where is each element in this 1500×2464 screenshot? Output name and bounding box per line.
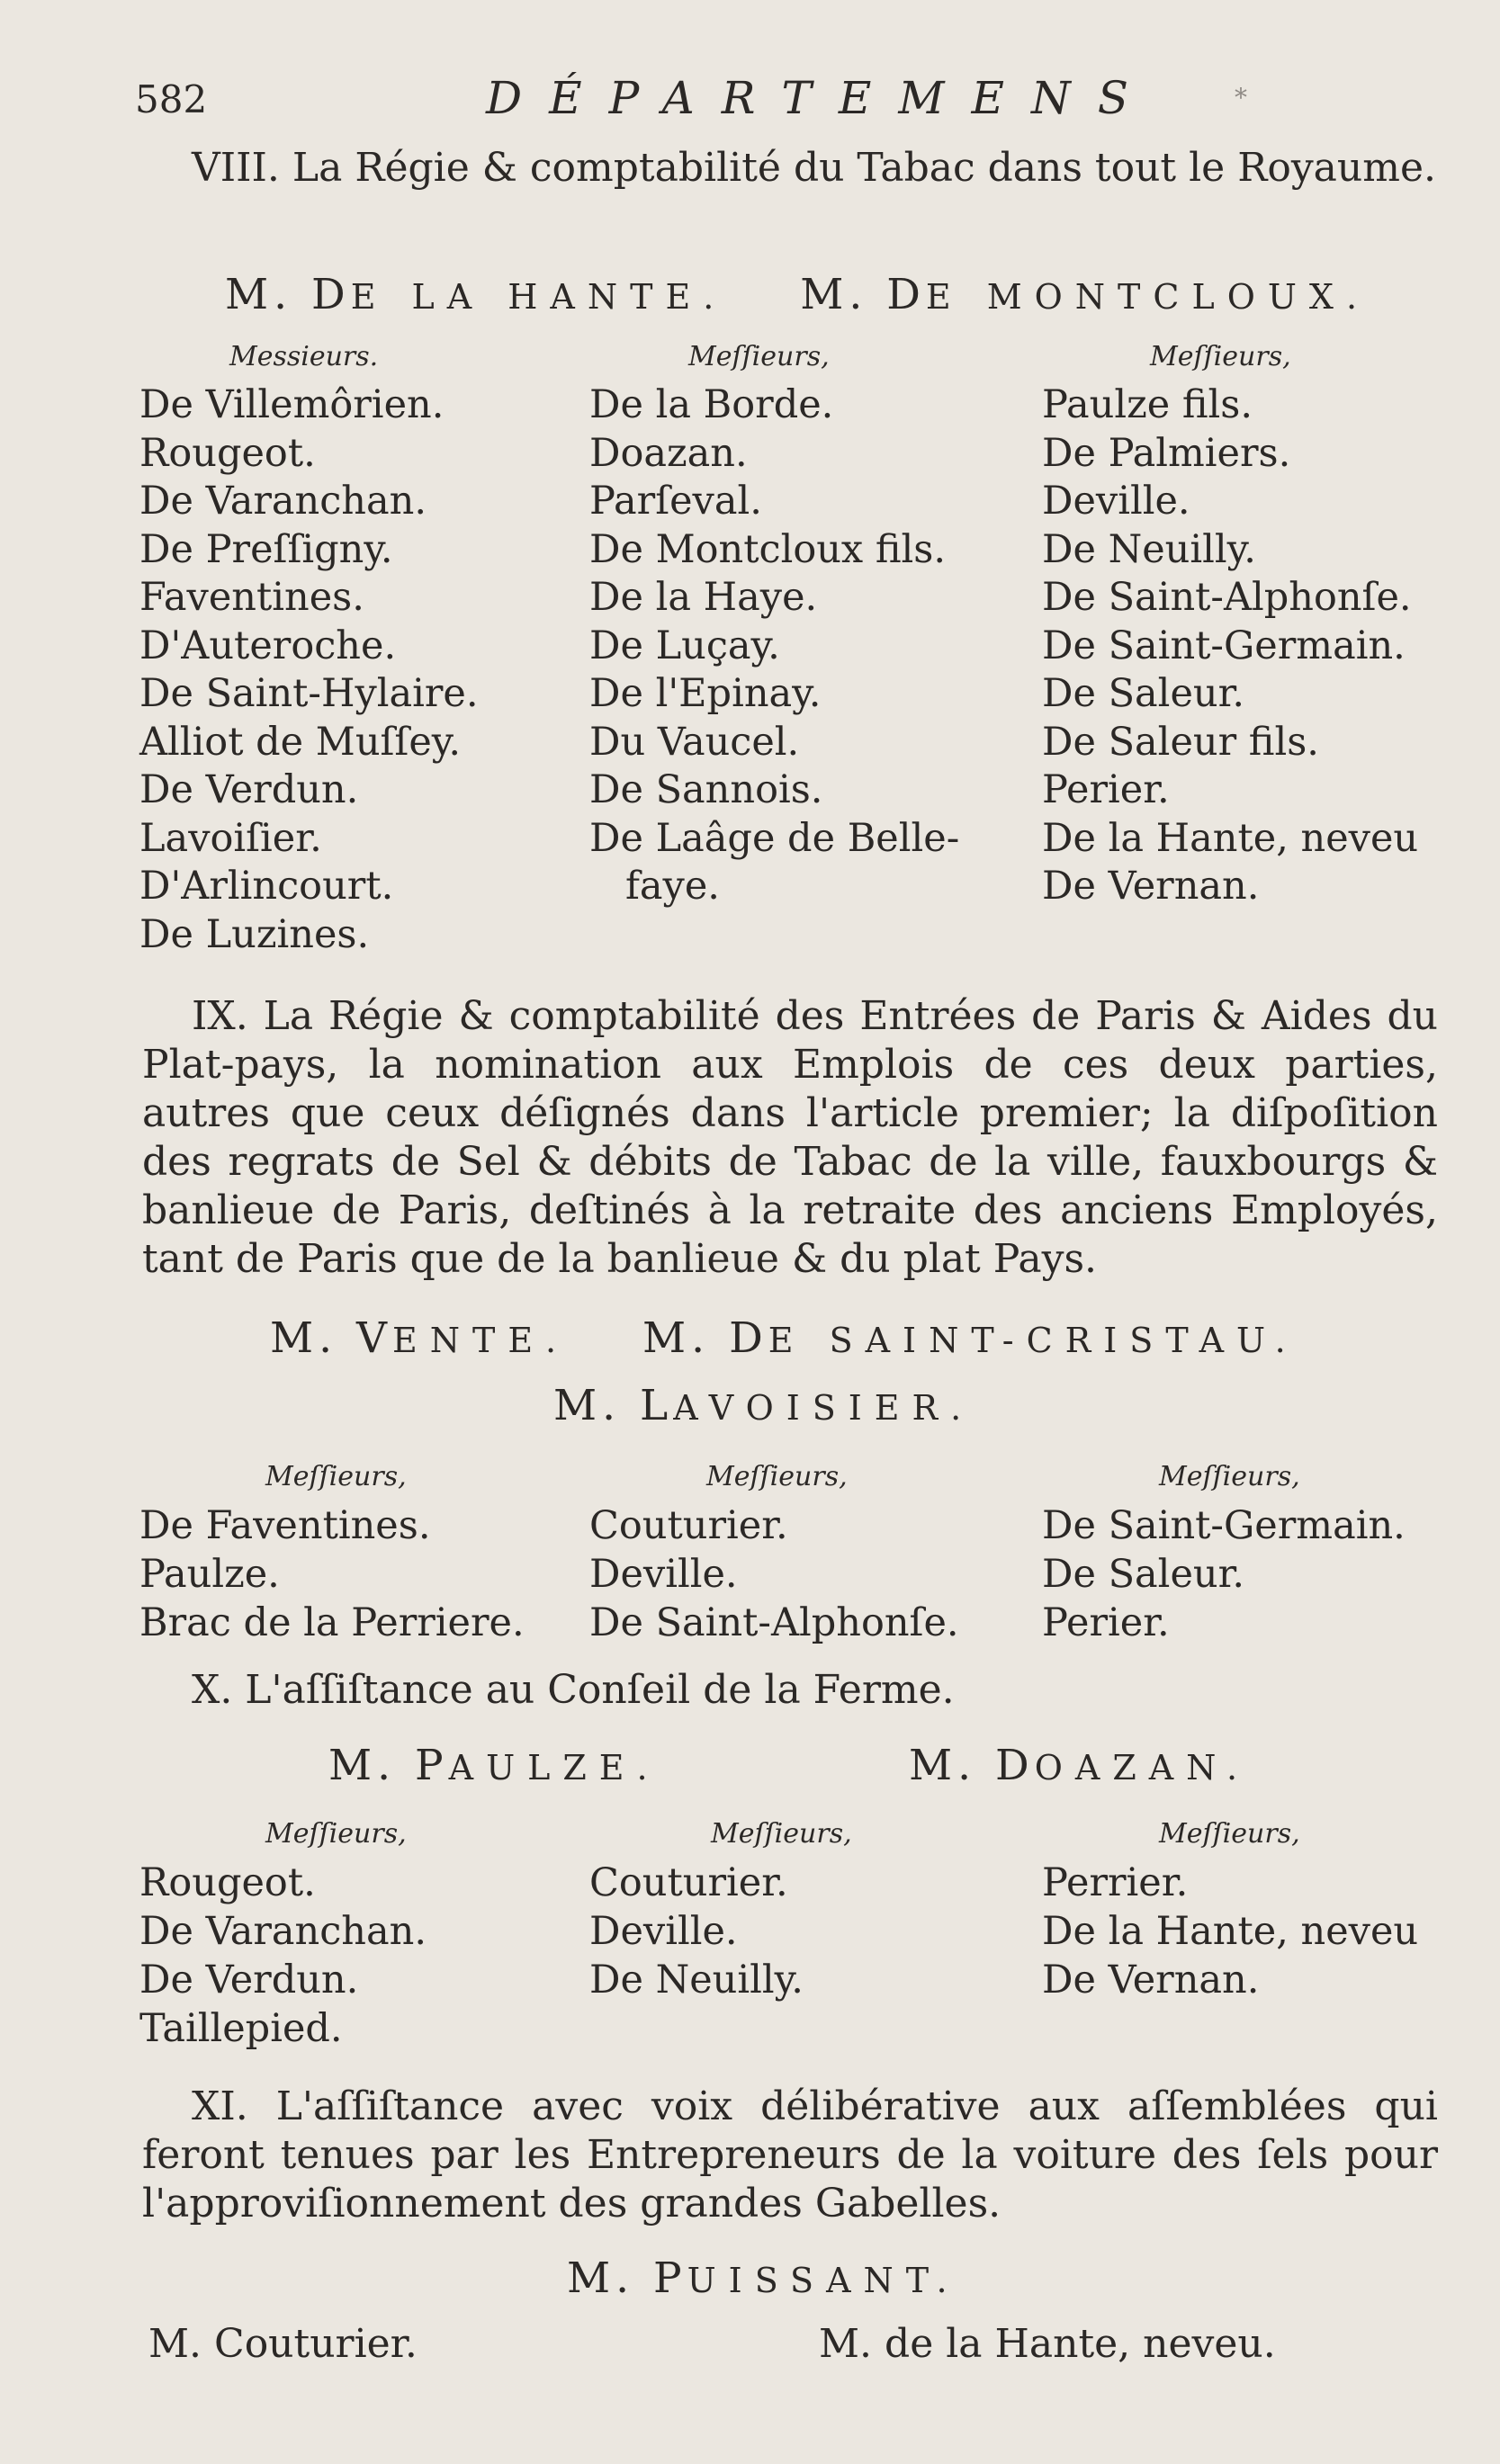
column-header: Meſſieurs, bbox=[1150, 341, 1291, 372]
list-item: De Saint-Germain. bbox=[1042, 1503, 1406, 1548]
section-x-official-1 bbox=[328, 1741, 660, 1790]
list-item: De Villemôrien. bbox=[139, 382, 445, 427]
list-item: Perrier. bbox=[1042, 1860, 1189, 1905]
section-viii-body: VIII. La Régie & comptabilité du Tabac dans tout le Royaume. bbox=[192, 145, 1436, 191]
section-ix-body: IX. La Régie & comptabilité des Entrées de Paris & Aides du Plat-pays, la nomination aux Emplois de ces deux parties, autres que ceux déſignés dans l'article premier; la diſpoſition des regrats de Sel & débits de Tabac de la ville, fauxbourgs & banlieue de Paris, deſtinés à la retraite des anciens Employés, tant de Paris que de la banlieue & du plat Pays. bbox=[142, 993, 1438, 1282]
section-ix-column-1 bbox=[139, 1453, 589, 1647]
official-prefix: M. bbox=[567, 2253, 635, 2303]
official-prefix: M. bbox=[553, 1381, 622, 1430]
running-mark: * bbox=[1235, 83, 1247, 112]
list-item: Paulze fils. bbox=[1042, 382, 1253, 427]
list-item: De Preſſigny. bbox=[139, 526, 393, 572]
official-prefix: M. bbox=[642, 1313, 711, 1363]
official-name: E SAINT-CRISTAU. bbox=[768, 1321, 1298, 1360]
list-item: De Faventines. bbox=[139, 1503, 431, 1548]
list-item: Rougeot. bbox=[139, 430, 316, 476]
page-number: 582 bbox=[135, 77, 208, 121]
list-item: De Laâge de Belle- bbox=[589, 815, 960, 861]
column-header: Meſſieurs, bbox=[1159, 1461, 1300, 1492]
list-item: De l'Epinay. bbox=[589, 671, 822, 716]
list-item: Deville. bbox=[589, 1552, 738, 1597]
official-prefix: M. bbox=[328, 1741, 397, 1790]
section-ix-column-2 bbox=[589, 1453, 1039, 1647]
list-item: De Luzines. bbox=[139, 911, 370, 957]
official-name: OAZAN. bbox=[1034, 1748, 1251, 1788]
official-initial: D bbox=[886, 270, 926, 319]
official-initial: P bbox=[653, 2253, 687, 2303]
list-item: De Saleur fils. bbox=[1042, 719, 1319, 765]
list-item: Parſeval. bbox=[589, 479, 762, 524]
list-item: Perier. bbox=[1042, 767, 1170, 812]
section-xi-left-name: M. Couturier. bbox=[148, 2321, 418, 2367]
list-item: De Verdun. bbox=[139, 1958, 359, 2003]
section-x-column-1 bbox=[139, 1810, 589, 2053]
column-header: Meſſieurs, bbox=[265, 1461, 407, 1492]
list-item: De Vernan. bbox=[1042, 1958, 1260, 2003]
official-name: AVOISIER. bbox=[673, 1388, 975, 1428]
official-prefix: M. bbox=[800, 270, 868, 319]
list-item: De Sannois. bbox=[589, 767, 823, 812]
section-x-column-3 bbox=[1042, 1810, 1456, 2004]
list-item: De Neuilly. bbox=[1042, 526, 1256, 572]
column-header: Meſſieurs, bbox=[711, 1818, 852, 1850]
list-item: Paulze. bbox=[139, 1552, 280, 1597]
list-item: De Varanchan. bbox=[139, 479, 427, 524]
list-item: Perier. bbox=[1042, 1600, 1170, 1645]
official-name: E LA HANTE. bbox=[350, 277, 727, 317]
list-item: Couturier. bbox=[589, 1503, 788, 1548]
list-item: De la Haye. bbox=[589, 575, 818, 620]
list-item: De Saint-Alphonſe. bbox=[589, 1600, 959, 1645]
list-item: Rougeot. bbox=[139, 1860, 316, 1905]
section-ix-column-3 bbox=[1042, 1453, 1456, 1647]
official-name: UISSANT. bbox=[687, 2261, 960, 2300]
list-item: D'Arlincourt. bbox=[139, 864, 394, 909]
official-prefix: M. bbox=[909, 1741, 977, 1790]
section-x-text bbox=[142, 1666, 1438, 1715]
list-item: De Saint-Germain. bbox=[1042, 623, 1406, 668]
section-viii-officials bbox=[225, 270, 1370, 319]
list-item: De Montcloux fils. bbox=[589, 526, 946, 572]
list-item: De la Borde. bbox=[589, 382, 834, 427]
section-x-body: X. L'aſſiſtance au Conſeil de la Ferme. bbox=[192, 1667, 955, 1713]
official-initial: V bbox=[356, 1313, 392, 1363]
list-item: Deville. bbox=[589, 1909, 738, 1954]
list-item: Du Vaucel. bbox=[589, 719, 800, 765]
official-initial: L bbox=[640, 1381, 674, 1430]
section-xi-right-name: M. de la Hante, neveu. bbox=[819, 2321, 1276, 2367]
official-initial: D bbox=[995, 1741, 1035, 1790]
column-header: Meſſieurs, bbox=[1159, 1818, 1300, 1850]
list-item: De Luçay. bbox=[589, 623, 780, 668]
list-item: De Saleur. bbox=[1042, 671, 1245, 716]
list-item: De la Hante, neveu bbox=[1042, 815, 1419, 861]
list-item: Doazan. bbox=[589, 430, 748, 476]
list-item: De Palmiers. bbox=[1042, 430, 1291, 476]
section-x-official-2 bbox=[909, 1741, 1250, 1790]
list-item: De Saleur. bbox=[1042, 1552, 1245, 1597]
list-item: Alliot de Muſſey. bbox=[139, 719, 462, 765]
section-xi-body: XI. L'aſſiſtance avec voix délibérative aux aſſemblées qui feront tenues par les Entrepreneurs de la voiture des ſels pour l'approviſionnement des grandes Gabelles. bbox=[142, 2083, 1438, 2227]
section-ix-officials-line1 bbox=[270, 1313, 1298, 1363]
official-initial: D bbox=[729, 1313, 768, 1363]
list-item: De la Hante, neveu bbox=[1042, 1909, 1419, 1954]
official-name: ENTE. bbox=[391, 1321, 570, 1360]
column-header: Meſſieurs, bbox=[265, 1818, 407, 1850]
list-item: Couturier. bbox=[589, 1860, 788, 1905]
list-item: faye. bbox=[625, 864, 720, 909]
official-prefix: M. bbox=[270, 1313, 338, 1363]
column-header: Messieurs. bbox=[229, 341, 379, 372]
official-prefix: M. bbox=[225, 270, 293, 319]
list-item: De Neuilly. bbox=[589, 1958, 804, 2003]
section-xi-text bbox=[142, 2083, 1438, 2228]
list-item: De Saint-Hylaire. bbox=[139, 671, 479, 716]
list-item: Brac de la Perriere. bbox=[139, 1600, 525, 1645]
section-ix-text bbox=[142, 992, 1438, 1284]
list-item: De Verdun. bbox=[139, 767, 359, 812]
section-viii-text bbox=[142, 144, 1438, 193]
running-head: DÉPARTEMENS bbox=[486, 72, 1156, 124]
official-initial: D bbox=[311, 270, 351, 319]
list-item: De Varanchan. bbox=[139, 1909, 427, 1954]
official-name: E MONTCLOUX. bbox=[925, 277, 1370, 317]
list-item: Faventines. bbox=[139, 575, 364, 620]
column-header: Meſſieurs, bbox=[706, 1461, 848, 1492]
list-item: Lavoiſier. bbox=[139, 815, 322, 861]
official-initial: P bbox=[415, 1741, 449, 1790]
list-item: Deville. bbox=[1042, 479, 1190, 524]
list-item: De Saint-Alphonſe. bbox=[1042, 575, 1412, 620]
section-viii-column-2 bbox=[589, 333, 1039, 911]
section-x-column-2 bbox=[589, 1810, 1039, 2004]
section-ix-officials-line2 bbox=[553, 1381, 974, 1430]
list-item: De Vernan. bbox=[1042, 864, 1260, 909]
section-viii-column-1 bbox=[139, 333, 589, 959]
official-name: AULZE. bbox=[448, 1748, 660, 1788]
list-item: D'Auteroche. bbox=[139, 623, 397, 668]
section-xi-official bbox=[567, 2253, 960, 2303]
column-header: Meſſieurs, bbox=[688, 341, 830, 372]
list-item: Taillepied. bbox=[139, 2006, 343, 2051]
section-viii-column-3 bbox=[1042, 333, 1456, 911]
